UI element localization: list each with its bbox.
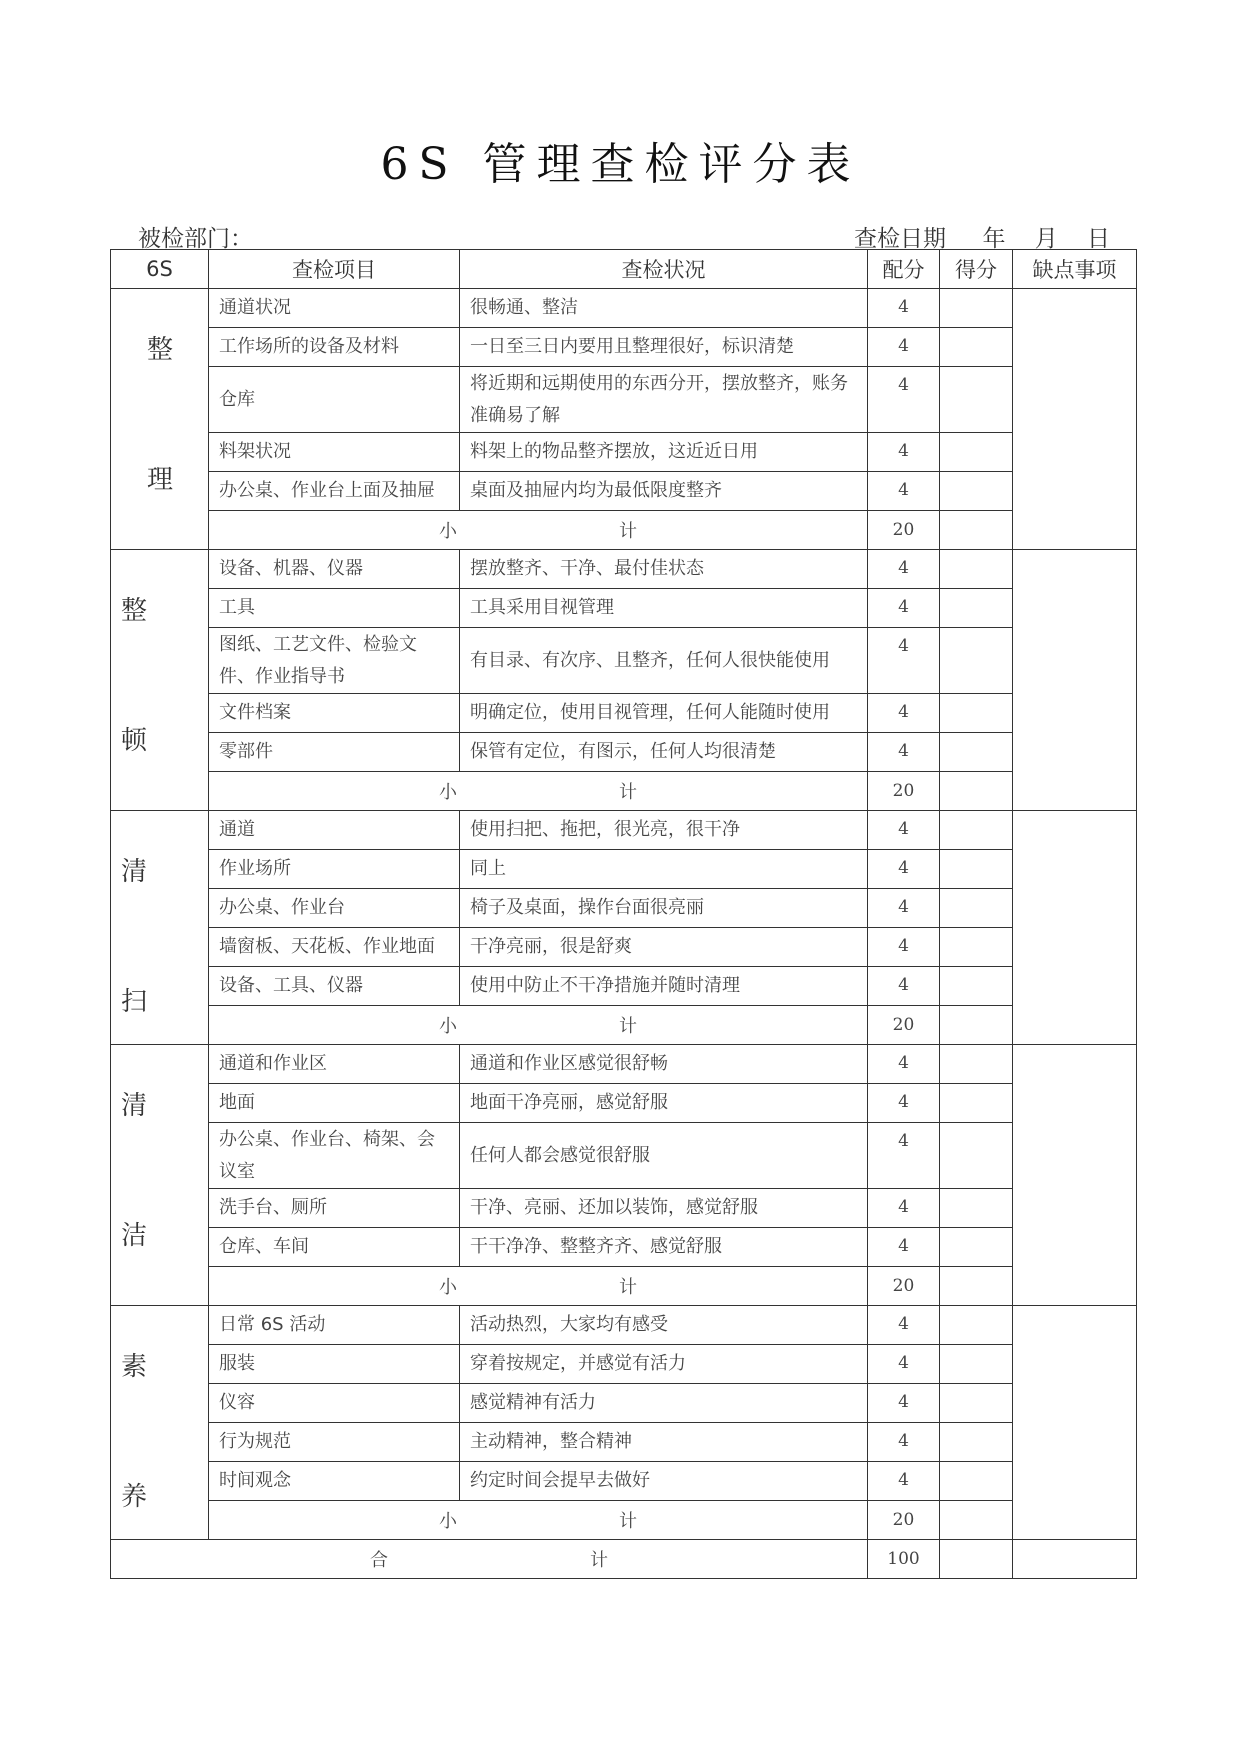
subtotal-row (111, 1501, 1137, 1540)
header-condition: 查检状况 (460, 250, 868, 289)
table-row (111, 1084, 1137, 1123)
check-item: 通道 (209, 811, 460, 850)
subtotal-score-cell[interactable] (940, 772, 1013, 811)
score-cell[interactable] (940, 1045, 1013, 1084)
points-cell: 4 (868, 1189, 940, 1228)
total-label (111, 1540, 868, 1579)
check-item: 设备、机器、仪器 (209, 550, 460, 589)
table-row (111, 928, 1137, 967)
score-cell[interactable] (940, 811, 1013, 850)
check-condition: 工具采用目视管理 (460, 589, 868, 628)
subtotal-label-a: 小 (439, 1277, 457, 1298)
total-label-a: 合 (370, 1550, 388, 1571)
category-label (121, 580, 211, 780)
check-condition: 地面干净亮丽，感觉舒服 (460, 1084, 868, 1123)
defects-cell[interactable] (1013, 289, 1137, 550)
points-cell: 4 (868, 967, 940, 1006)
subtotal-label-b: 计 (619, 1511, 637, 1532)
subtotal-label-a: 小 (439, 1016, 457, 1037)
check-item: 设备、工具、仪器 (209, 967, 460, 1006)
score-cell[interactable] (940, 328, 1013, 367)
check-condition: 干干净净、整整齐齐、感觉舒服 (460, 1228, 868, 1267)
score-cell[interactable] (940, 628, 1013, 694)
category-cell (111, 1045, 209, 1306)
points-cell: 4 (868, 328, 940, 367)
score-cell[interactable] (940, 367, 1013, 433)
table-row (111, 811, 1137, 850)
subtotal-label-a: 小 (439, 1511, 457, 1532)
subtotal-label-a: 小 (439, 782, 457, 803)
subtotal-points: 20 (868, 511, 940, 550)
subtotal-label (209, 772, 868, 811)
score-cell[interactable] (940, 1306, 1013, 1345)
score-cell[interactable] (940, 433, 1013, 472)
points-cell: 4 (868, 1423, 940, 1462)
check-condition: 干净亮丽，很是舒爽 (460, 928, 868, 967)
subtotal-label-a: 小 (439, 521, 457, 542)
total-score-cell[interactable] (940, 1540, 1013, 1579)
points-cell: 4 (868, 628, 940, 694)
category-char: 素 (121, 1352, 148, 1382)
check-item: 办公桌、作业台、椅架、会议室 (209, 1123, 460, 1189)
check-item: 仪容 (209, 1384, 460, 1423)
check-item: 行为规范 (209, 1423, 460, 1462)
check-condition: 通道和作业区感觉很舒畅 (460, 1045, 868, 1084)
check-item: 时间观念 (209, 1462, 460, 1501)
table-row (111, 733, 1137, 772)
subtotal-points: 20 (868, 1501, 940, 1540)
subtotal-label (209, 1501, 868, 1540)
score-cell[interactable] (940, 1123, 1013, 1189)
points-cell: 4 (868, 1384, 940, 1423)
table-row (111, 289, 1137, 328)
defects-cell[interactable] (1013, 1306, 1137, 1540)
category-label (147, 319, 237, 519)
table-row (111, 433, 1137, 472)
category-char: 整 (121, 596, 148, 626)
category-char: 养 (121, 1482, 148, 1512)
points-cell: 4 (868, 694, 940, 733)
category-label (121, 841, 211, 1041)
page-title: 6S 管理查检评分表 (380, 139, 861, 190)
header-6s: 6S (111, 250, 209, 289)
check-item: 日常 6S 活动 (209, 1306, 460, 1345)
subtotal-label-b: 计 (619, 782, 637, 803)
check-condition: 椅子及桌面，操作台面很亮丽 (460, 889, 868, 928)
category-cell (111, 1306, 209, 1540)
score-cell[interactable] (940, 850, 1013, 889)
check-condition: 很畅通、整洁 (460, 289, 868, 328)
check-condition: 料架上的物品整齐摆放，这近近日用 (460, 433, 868, 472)
header-row (111, 250, 1137, 289)
score-table (110, 249, 1137, 1579)
table-row (111, 328, 1137, 367)
subtotal-label (209, 1267, 868, 1306)
score-cell[interactable] (940, 472, 1013, 511)
check-item: 工作场所的设备及材料 (209, 328, 460, 367)
check-item: 办公桌、作业台上面及抽屉 (209, 472, 460, 511)
table-row (111, 367, 1137, 433)
table-row (111, 850, 1137, 889)
score-cell[interactable] (940, 889, 1013, 928)
check-condition: 约定时间会提早去做好 (460, 1462, 868, 1501)
table-row (111, 1123, 1137, 1189)
header-item: 查检项目 (209, 250, 460, 289)
score-cell[interactable] (940, 1084, 1013, 1123)
category-char: 理 (147, 465, 174, 495)
total-points: 100 (868, 1540, 940, 1579)
table-row (111, 628, 1137, 694)
points-cell: 4 (868, 1045, 940, 1084)
table-row (111, 1345, 1137, 1384)
total-defects-cell[interactable] (1013, 1540, 1137, 1579)
points-cell: 4 (868, 289, 940, 328)
check-item: 仓库 (209, 367, 460, 433)
subtotal-label-b: 计 (619, 521, 637, 542)
category-label (121, 1336, 211, 1536)
points-cell: 4 (868, 733, 940, 772)
score-cell[interactable] (940, 550, 1013, 589)
table-body (111, 289, 1137, 1579)
points-cell: 4 (868, 367, 940, 433)
check-condition: 活动热烈，大家均有感受 (460, 1306, 868, 1345)
check-item: 服装 (209, 1345, 460, 1384)
subtotal-label-b: 计 (619, 1016, 637, 1037)
subtotal-points: 20 (868, 1267, 940, 1306)
defects-cell[interactable] (1013, 811, 1137, 1045)
check-item: 仓库、车间 (209, 1228, 460, 1267)
points-cell: 4 (868, 589, 940, 628)
table-row (111, 967, 1137, 1006)
table-row (111, 1462, 1137, 1501)
score-cell[interactable] (940, 1462, 1013, 1501)
check-condition: 感觉精神有活力 (460, 1384, 868, 1423)
inspected-dept-label: 被检部门： (138, 226, 253, 252)
check-condition: 同上 (460, 850, 868, 889)
check-item: 零部件 (209, 733, 460, 772)
table-row (111, 889, 1137, 928)
check-item: 料架状况 (209, 433, 460, 472)
subtotal-score-cell[interactable] (940, 1501, 1013, 1540)
header-defects: 缺点事项 (1013, 250, 1137, 289)
score-cell[interactable] (940, 1189, 1013, 1228)
subtotal-points: 20 (868, 1006, 940, 1045)
check-condition: 将近期和远期使用的东西分开，摆放整齐，账务准确易了解 (460, 367, 868, 433)
check-condition: 任何人都会感觉很舒服 (460, 1123, 868, 1189)
score-cell[interactable] (940, 1345, 1013, 1384)
category-label (121, 1075, 211, 1275)
points-cell: 4 (868, 472, 940, 511)
score-cell[interactable] (940, 733, 1013, 772)
total-label-b: 计 (590, 1550, 608, 1571)
score-cell[interactable] (940, 1228, 1013, 1267)
category-char: 顿 (121, 726, 148, 756)
subtotal-points: 20 (868, 772, 940, 811)
check-item: 图纸、工艺文件、检验文件、作业指导书 (209, 628, 460, 694)
table-row (111, 1306, 1137, 1345)
points-cell: 4 (868, 928, 940, 967)
check-condition: 桌面及抽屉内均为最低限度整齐 (460, 472, 868, 511)
check-condition: 穿着按规定，并感觉有活力 (460, 1345, 868, 1384)
check-item: 通道和作业区 (209, 1045, 460, 1084)
subtotal-label (209, 1006, 868, 1045)
check-condition: 使用中防止不干净措施并随时清理 (460, 967, 868, 1006)
table-row (111, 1045, 1137, 1084)
table-row (111, 1384, 1137, 1423)
check-item: 作业场所 (209, 850, 460, 889)
score-cell[interactable] (940, 928, 1013, 967)
points-cell: 4 (868, 433, 940, 472)
category-char: 清 (121, 857, 148, 887)
check-condition: 使用扫把、拖把，很光亮，很干净 (460, 811, 868, 850)
table-row (111, 1423, 1137, 1462)
points-cell: 4 (868, 850, 940, 889)
score-cell[interactable] (940, 289, 1013, 328)
check-item: 地面 (209, 1084, 460, 1123)
table-row (111, 694, 1137, 733)
check-condition: 主动精神，整合精神 (460, 1423, 868, 1462)
header-points: 配分 (868, 250, 940, 289)
table-row (111, 1189, 1137, 1228)
check-condition: 干净、亮丽、还加以装饰，感觉舒服 (460, 1189, 868, 1228)
points-cell: 4 (868, 1084, 940, 1123)
check-item: 墙窗板、天花板、作业地面 (209, 928, 460, 967)
defects-cell[interactable] (1013, 1045, 1137, 1306)
check-item: 文件档案 (209, 694, 460, 733)
total-row (111, 1540, 1137, 1579)
subtotal-label-b: 计 (619, 1277, 637, 1298)
subtotal-label (209, 511, 868, 550)
points-cell: 4 (868, 1462, 940, 1501)
category-cell (111, 289, 209, 550)
header-score: 得分 (940, 250, 1013, 289)
points-cell: 4 (868, 1345, 940, 1384)
points-cell: 4 (868, 1306, 940, 1345)
points-cell: 4 (868, 1228, 940, 1267)
subtotal-row (111, 772, 1137, 811)
check-item: 办公桌、作业台 (209, 889, 460, 928)
subtotal-score-cell[interactable] (940, 511, 1013, 550)
check-item: 洗手台、厕所 (209, 1189, 460, 1228)
score-cell[interactable] (940, 967, 1013, 1006)
score-cell[interactable] (940, 1423, 1013, 1462)
form-meta (110, 220, 1110, 250)
points-cell: 4 (868, 811, 940, 850)
subtotal-score-cell[interactable] (940, 1267, 1013, 1306)
category-cell (111, 811, 209, 1045)
check-condition: 有目录、有次序、且整齐，任何人很快能使用 (460, 628, 868, 694)
category-char: 整 (147, 335, 174, 365)
check-item: 工具 (209, 589, 460, 628)
check-condition: 明确定位，使用目视管理，任何人能随时使用 (460, 694, 868, 733)
check-condition: 摆放整齐、干净、最付佳状态 (460, 550, 868, 589)
table-row (111, 1228, 1137, 1267)
subtotal-row (111, 511, 1137, 550)
table-row (111, 550, 1137, 589)
score-cell[interactable] (940, 694, 1013, 733)
table-row (111, 472, 1137, 511)
category-char: 清 (121, 1091, 148, 1121)
score-cell[interactable] (940, 1384, 1013, 1423)
category-char: 扫 (121, 987, 148, 1017)
points-cell: 4 (868, 889, 940, 928)
subtotal-row (111, 1006, 1137, 1045)
check-item: 通道状况 (209, 289, 460, 328)
category-cell (111, 550, 209, 811)
points-cell: 4 (868, 550, 940, 589)
defects-cell[interactable] (1013, 550, 1137, 811)
table-row (111, 589, 1137, 628)
points-cell: 4 (868, 1123, 940, 1189)
check-condition: 保管有定位，有图示，任何人均很清楚 (460, 733, 868, 772)
check-condition: 一日至三日内要用且整理很好，标识清楚 (460, 328, 868, 367)
subtotal-row (111, 1267, 1137, 1306)
category-char: 洁 (121, 1221, 148, 1251)
inspection-date-label: 查检日期 年 月 日 (853, 226, 1110, 252)
score-cell[interactable] (940, 589, 1013, 628)
subtotal-score-cell[interactable] (940, 1006, 1013, 1045)
